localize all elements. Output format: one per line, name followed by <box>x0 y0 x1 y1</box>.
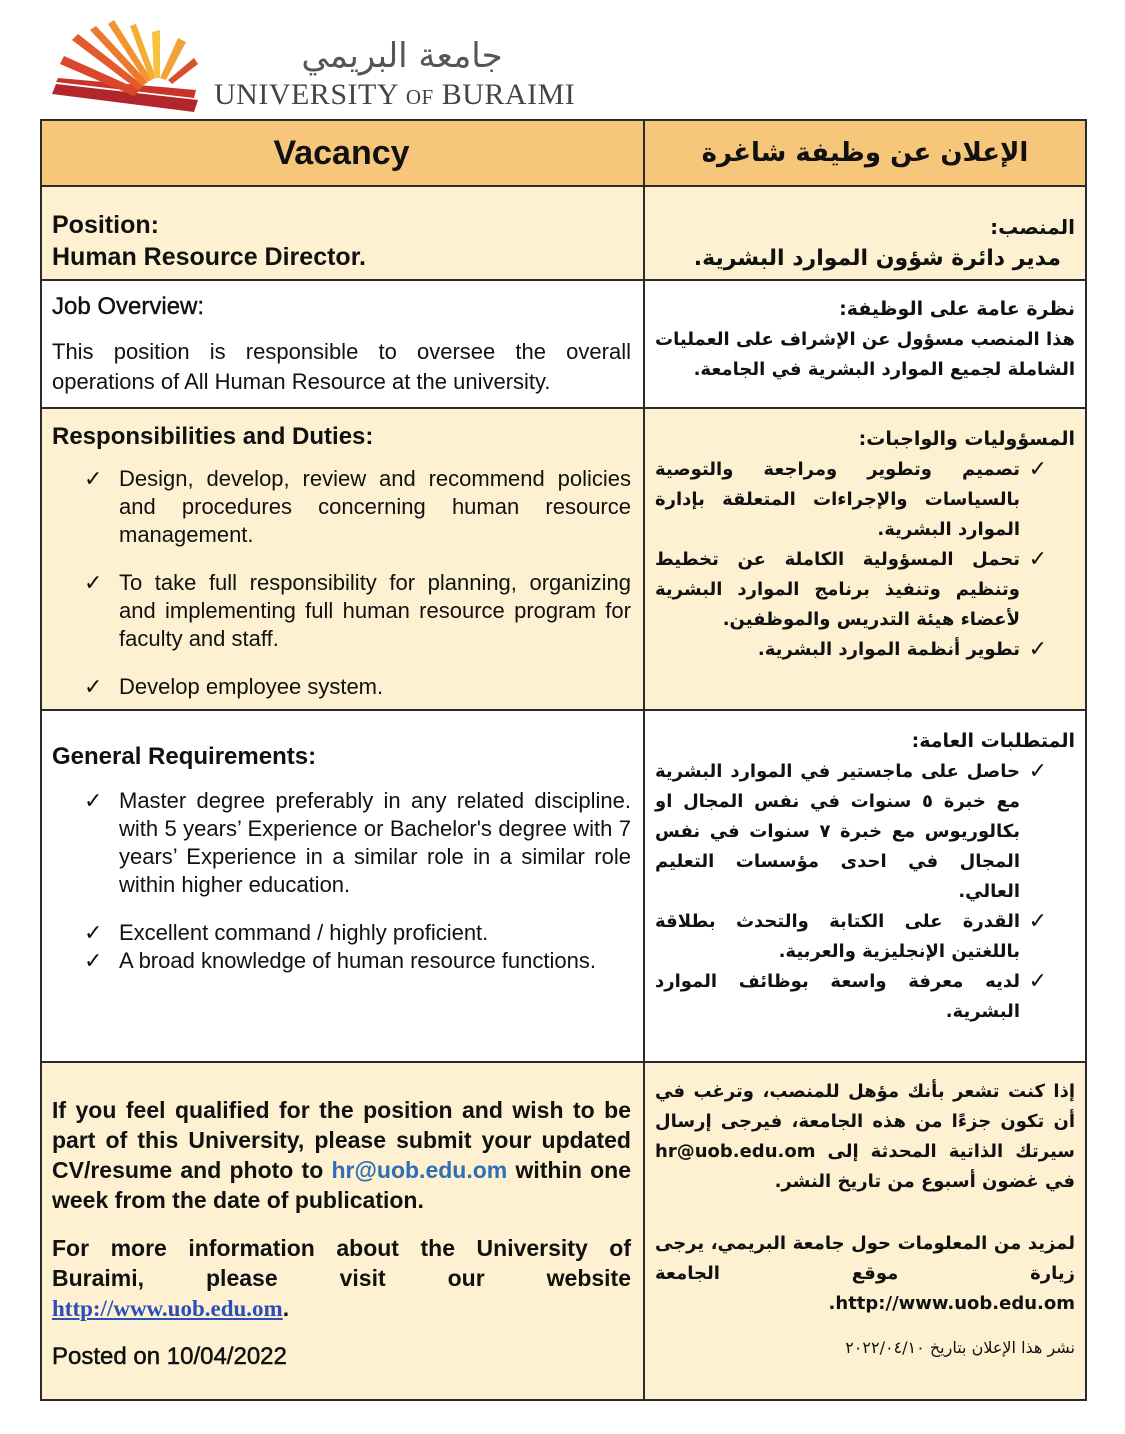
logo-arabic-name: جامعة البريمي <box>301 36 503 76</box>
check-icon: ✓ <box>1028 547 1047 572</box>
logo-word-of: OF <box>405 85 434 109</box>
list-item: ✓ Excellent command / highly proficient. <box>84 920 489 945</box>
requirements-list <box>52 787 631 975</box>
sunburst-logo-icon <box>48 20 198 112</box>
position-ar-value: مدير دائرة شؤون الموارد البشرية. <box>693 246 1061 271</box>
logo-word-buraimi: BURAIMI <box>433 78 576 111</box>
check-icon: ✓ <box>1028 457 1047 482</box>
overview-text: This position is responsible to oversee the overall operations of All Human Resource at the university. <box>52 339 631 394</box>
more-info-text: For more information about the University of Buraimi, please visit our website http://www.uob.edu.om. <box>52 1235 631 1321</box>
list-item: ✓ Develop employee system. <box>84 674 384 699</box>
requirements-ar-cell <box>644 710 1086 1062</box>
list-item: ✓ تصميم وتطوير ومراجعة والتوصية بالسياسات والإجراءات المتعلقة بإدارة الموارد البشرية. <box>655 457 1047 540</box>
list-item: ✓ حاصل على ماجستير في الموارد البشرية مع خبرة ٥ سنوات في نفس المجال او بكالوريوس مع خبرة ٧ سنوات في نفس المجال في احدى مؤسسات التعليم العالي. <box>655 759 1047 902</box>
list-item: ✓ To take full responsibility for planning, organizing and implementing full human resource program for faculty and staff. <box>84 570 631 651</box>
vacancy-table <box>40 119 1087 1401</box>
list-item: ✓ Design, develop, review and recommend policies and procedures concerning human resource management. <box>84 466 631 547</box>
position-label: Position: <box>52 211 159 239</box>
check-icon: ✓ <box>84 788 103 813</box>
check-icon: ✓ <box>84 920 103 945</box>
requirements-en-cell <box>41 710 644 1062</box>
header-en-title: Vacancy <box>273 134 410 172</box>
header-ar-cell <box>644 120 1086 186</box>
check-icon: ✓ <box>84 948 103 973</box>
list-item: ✓ لديه معرفة واسعة بوظائف الموارد البشرية. <box>655 969 1047 1022</box>
responsibilities-ar-cell <box>644 408 1086 710</box>
overview-row <box>41 280 1086 408</box>
overview-en-cell <box>41 280 644 408</box>
logo-english-name <box>214 78 575 112</box>
university-logo <box>48 20 576 112</box>
header-row <box>41 120 1086 186</box>
list-item: ✓ Master degree preferably in any related discipline. with 5 years’ Experience or Bachelor's degree with 7 years’ Experience in a similar role in a similar role within higher education. <box>84 788 631 897</box>
list-item: ✓ القدرة على الكتابة والتحدث بطلاقة باللغتين الإنجليزية والعربية. <box>655 909 1047 962</box>
requirements-label: General Requirements: <box>52 743 317 770</box>
overview-ar-text: هذا المنصب مسؤول عن الإشراف على العمليات الشاملة لجميع الموارد البشرية في الجامعة. <box>655 329 1075 380</box>
position-row <box>41 186 1086 280</box>
requirements-ar-list <box>655 757 1075 1027</box>
website-ar-text[interactable]: http://www.uob.edu.om. <box>828 1293 1075 1314</box>
responsibilities-list <box>52 465 631 701</box>
apply-row <box>41 1062 1086 1400</box>
posted-ar-date: نشر هذا الإعلان بتاريخ ٢٠٢٢/٠٤/١٠ <box>845 1338 1075 1357</box>
check-icon: ✓ <box>1028 637 1047 662</box>
header-en-cell <box>41 120 644 186</box>
responsibilities-ar-label: المسؤوليات والواجبات: <box>858 428 1075 450</box>
check-icon: ✓ <box>1028 909 1047 934</box>
requirements-row <box>41 710 1086 1062</box>
apply-en-cell <box>41 1062 644 1400</box>
position-en-cell <box>41 186 644 280</box>
more-info-ar-text: لمزيد من المعلومات حول جامعة البريمي، يرجى زيارة موقع الجامعة http://www.uob.edu.om. <box>655 1233 1075 1314</box>
overview-ar-cell <box>644 280 1086 408</box>
position-ar-cell <box>644 186 1086 280</box>
email-ar-link[interactable]: hr@uob.edu.om <box>655 1141 816 1162</box>
website-link[interactable]: http://www.uob.edu.om <box>52 1296 283 1321</box>
responsibilities-ar-list <box>655 455 1075 665</box>
check-icon: ✓ <box>84 466 103 491</box>
apply-ar-cell <box>644 1062 1086 1400</box>
responsibilities-row <box>41 408 1086 710</box>
responsibilities-en-cell <box>41 408 644 710</box>
check-icon: ✓ <box>1028 759 1047 784</box>
position-ar-label: المنصب: <box>990 215 1075 239</box>
logo-word-university: UNIVERSITY <box>214 78 406 111</box>
list-item: ✓ تحمل المسؤولية الكاملة عن تخطيط وتنظيم وتنفيذ برنامج الموارد البشرية لأعضاء هيئة التدريس والموظفين. <box>655 547 1047 630</box>
responsibilities-label: Responsibilities and Duties: <box>52 423 374 450</box>
overview-ar-label: نظرة عامة على الوظيفة: <box>839 298 1075 320</box>
list-item: ✓ A broad knowledge of human resource functions. <box>84 948 596 973</box>
check-icon: ✓ <box>84 570 103 595</box>
apply-instructions: If you feel qualified for the position and wish to be part of this University, please submit your updated CV/resume and photo to hr@uob.edu.om within one week from the date of publication. <box>52 1097 631 1213</box>
header-ar-title: الإعلان عن وظيفة شاغرة <box>701 138 1029 168</box>
email-link[interactable]: hr@uob.edu.om <box>331 1157 508 1183</box>
posted-date: Posted on 10/04/2022 <box>52 1343 287 1370</box>
list-item: ✓ تطوير أنظمة الموارد البشرية. <box>655 635 1075 665</box>
check-icon: ✓ <box>84 674 103 699</box>
overview-label: Job Overview: <box>52 293 205 320</box>
requirements-ar-label: المتطلبات العامة: <box>911 730 1075 752</box>
position-value: Human Resource Director. <box>52 243 366 271</box>
check-icon: ✓ <box>1028 969 1047 994</box>
apply-ar-instructions: إذا كنت تشعر بأنك مؤهل للمنصب، وترغب في أن تكون جزءًا من هذه الجامعة، فيرجى إرسال سيرتك الذاتية المحدثة إلى hr@uob.edu.om في غضون أسبوع من تاريخ النشر. <box>655 1081 1075 1192</box>
